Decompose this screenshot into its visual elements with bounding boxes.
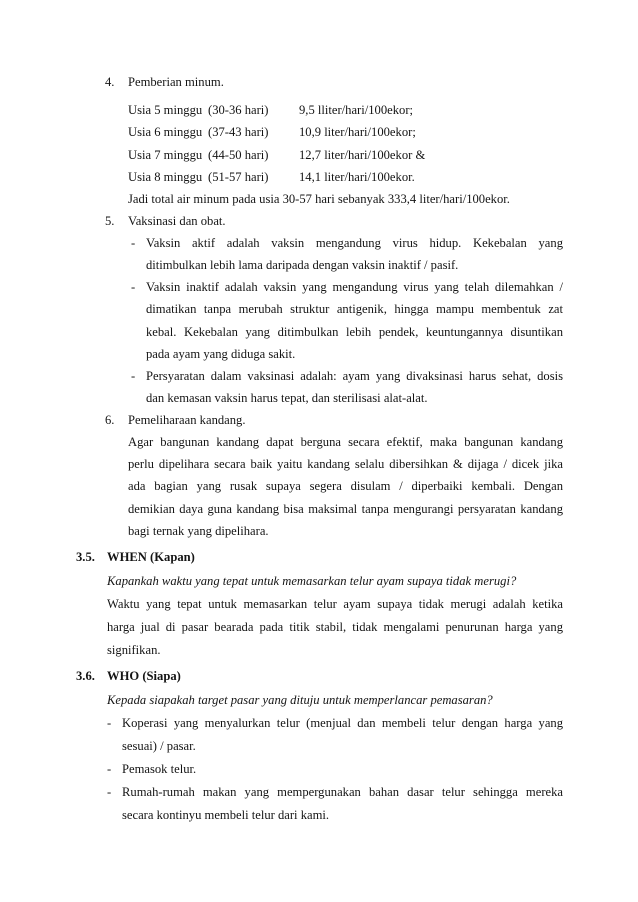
schedule-days: (51-57 hari) <box>208 170 269 184</box>
bullet-dash: - <box>107 762 112 776</box>
bullet-dash: - <box>131 236 136 250</box>
paragraph-line: demikian daya guna kandang bisa maksimal tanpa mengurangi persyaratan kandang <box>128 502 563 516</box>
schedule-age: Usia 6 minggu <box>128 125 203 139</box>
paragraph-line: Agar bangunan kandang dapat berguna secara efektif, maka bangunan kandang <box>128 435 563 449</box>
bullet-line: dan kemasan vaksin harus tepat, dan sterilisasi alat-alat. <box>146 391 428 405</box>
bullet-line: Vaksin inaktif adalah vaksin yang mengandung virus yang telah dilemahkan / <box>146 280 563 294</box>
section-number: 3.6. <box>76 669 95 683</box>
item4-heading: Pemberian minum. <box>128 75 224 89</box>
bullet-line: Koperasi yang menyalurkan telur (menjual dan membeli telur dengan harga yang <box>122 716 563 730</box>
bullet-dash: - <box>131 280 136 294</box>
item4-number: 4. <box>105 75 115 89</box>
bullet-dash: - <box>107 785 112 799</box>
bullet-line: dimatikan tanpa merubah struktur antigenik, hingga mampu membentuk zat <box>146 302 563 316</box>
schedule-age: Usia 5 minggu <box>128 103 203 117</box>
section-question: Kapankah waktu yang tepat untuk memasarkan telur ayam supaya tidak merugi? <box>107 574 517 588</box>
section-title: WHEN (Kapan) <box>107 550 195 564</box>
water-total: Jadi total air minum pada usia 30-57 hari sebanyak 333,4 liter/hari/100ekor. <box>128 192 510 206</box>
bullet-line: Persyaratan dalam vaksinasi adalah: ayam yang divaksinasi harus sehat, dosis <box>146 369 563 383</box>
bullet-line: Pemasok telur. <box>122 762 197 776</box>
bullet-dash: - <box>107 716 112 730</box>
paragraph-line: Waktu yang tepat untuk memasarkan telur ayam supaya tidak merugi adalah ketika <box>107 597 563 611</box>
bullet-line: Vaksin aktif adalah vaksin mengandung virus hidup. Kekebalan yang <box>146 236 563 250</box>
schedule-days: (30-36 hari) <box>208 103 269 117</box>
schedule-days: (44-50 hari) <box>208 148 269 162</box>
paragraph-line: signifikan. <box>107 643 161 657</box>
item5-heading: Vaksinasi dan obat. <box>128 214 226 228</box>
schedule-amount: 9,5 lliter/hari/100ekor; <box>299 103 414 117</box>
item6-number: 6. <box>105 413 115 427</box>
bullet-line: sesuai) / pasar. <box>122 739 196 753</box>
paragraph-line: bagi ternak yang dipelihara. <box>128 524 269 538</box>
bullet-line: pada ayam yang diduga sakit. <box>146 347 296 361</box>
bullet-line: ditimbulkan lebih lama daripada dengan vaksin inaktif / pasif. <box>146 258 459 272</box>
item5-number: 5. <box>105 214 115 228</box>
item6-heading: Pemeliharaan kandang. <box>128 413 246 427</box>
bullet-dash: - <box>131 369 136 383</box>
schedule-amount: 14,1 liter/hari/100ekor. <box>299 170 415 184</box>
paragraph-line: ada bagian yang rusak supaya segera disulam / diperbaiki kembali. Dengan <box>128 479 563 493</box>
schedule-days: (37-43 hari) <box>208 125 269 139</box>
bullet-line: secara kontinyu membeli telur dari kami. <box>122 808 330 822</box>
schedule-amount: 10,9 liter/hari/100ekor; <box>299 125 416 139</box>
schedule-amount: 12,7 liter/hari/100ekor & <box>299 148 426 162</box>
bullet-line: Rumah-rumah makan yang mempergunakan bahan dasar telur sehingga mereka <box>122 785 563 799</box>
schedule-age: Usia 7 minggu <box>128 148 203 162</box>
paragraph-line: harga jual di pasar bearada pada titik stabil, tidak mengalami penurunan harga yang <box>107 620 563 634</box>
section-number: 3.5. <box>76 550 95 564</box>
schedule-age: Usia 8 minggu <box>128 170 203 184</box>
section-title: WHO (Siapa) <box>107 669 181 683</box>
paragraph-line: perlu dipelihara secara baik yaitu kandang selalu dibersihkan & dijaga / dicek jika <box>128 457 563 471</box>
bullet-line: kebal. Kekebalan yang ditimbulkan lebih pendek, keuntungannya disuntikan <box>146 325 563 339</box>
section-question: Kepada siapakah target pasar yang dituju untuk memperlancar pemasaran? <box>107 693 493 707</box>
